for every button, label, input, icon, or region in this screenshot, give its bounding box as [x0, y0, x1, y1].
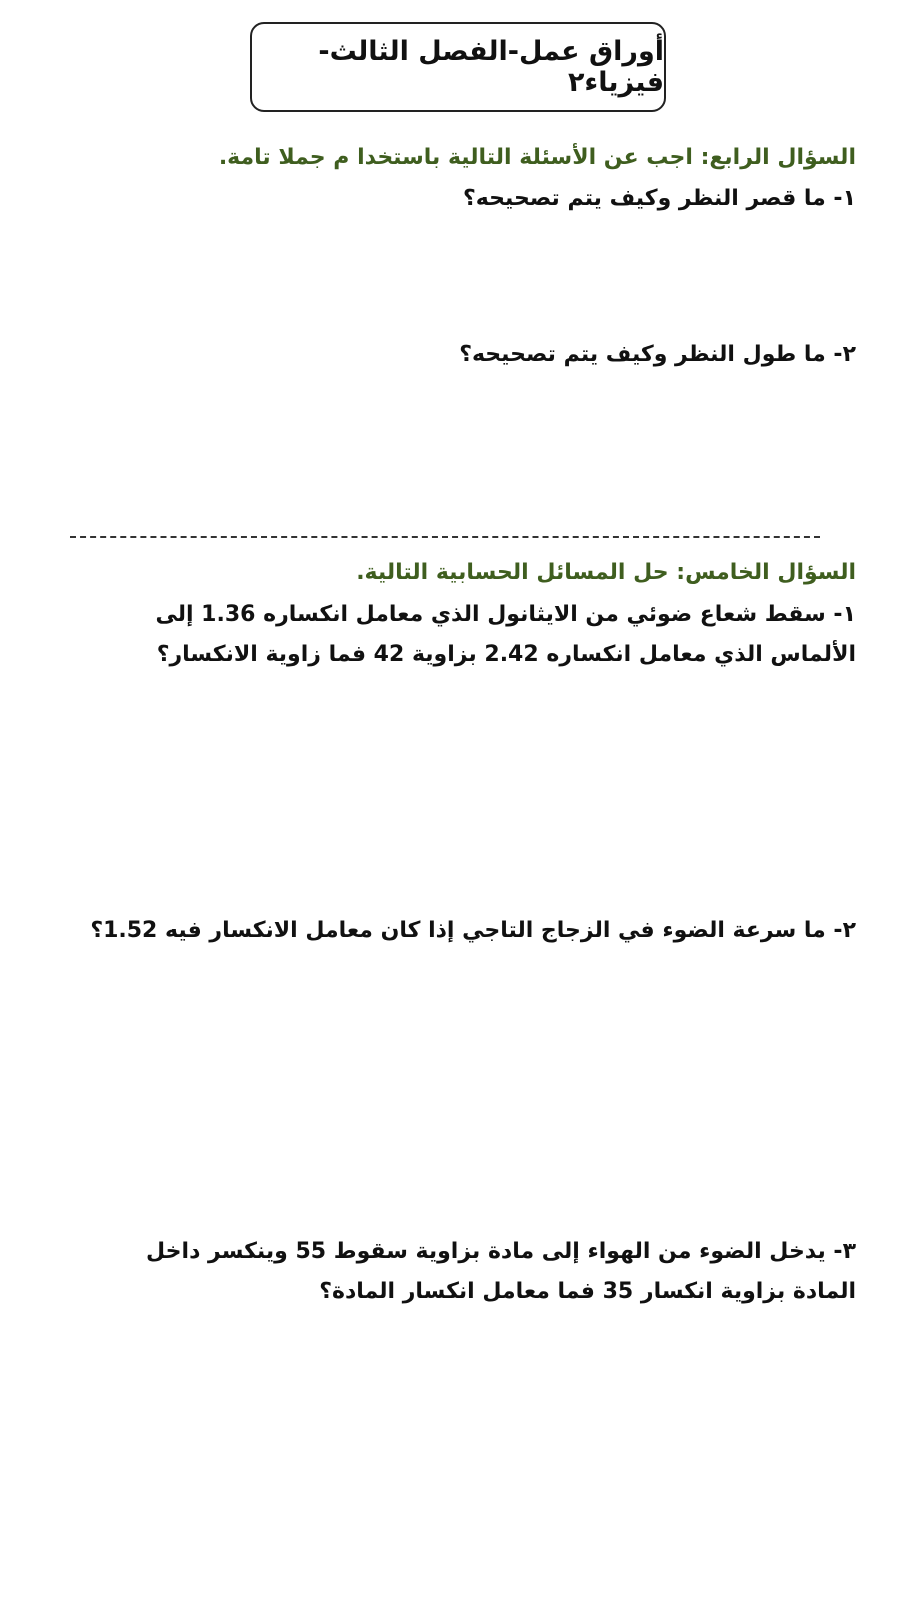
- section-4-question-1: ١- ما قصر النظر وكيف يتم تصحيحه؟: [463, 186, 856, 211]
- worksheet-title: أوراق عمل-الفصل الثالث-فيزياء٢: [318, 36, 664, 98]
- section-4-question-2: ٢- ما طول النظر وكيف يتم تصحيحه؟: [459, 342, 856, 367]
- section-4-heading: السؤال الرابع: اجب عن الأسئلة التالية باستخدا م جملا تامة.: [218, 145, 856, 170]
- section-5-heading: السؤال الخامس: حل المسائل الحسابية التالية.: [356, 560, 856, 585]
- section-divider: [70, 536, 820, 538]
- section-5-question-2: ٢- ما سرعة الضوء في الزجاج التاجي إذا كان معامل الانكسار فيه 1.52؟: [90, 918, 856, 943]
- section-5-question-3: ٣- يدخل الضوء من الهواء إلى مادة بزاوية سقوط 55 وينكسر داخل المادة بزاوية انكسار 35 فما معامل انكسار المادة؟: [146, 1239, 856, 1304]
- worksheet-title-box: [250, 22, 666, 112]
- section-5-question-1: ١- سقط شعاع ضوئي من الايثانول الذي معامل انكساره 1.36 إلى الألماس الذي معامل انكساره 2.42 بزاوية 42 فما زاوية الانكسار؟: [155, 602, 856, 667]
